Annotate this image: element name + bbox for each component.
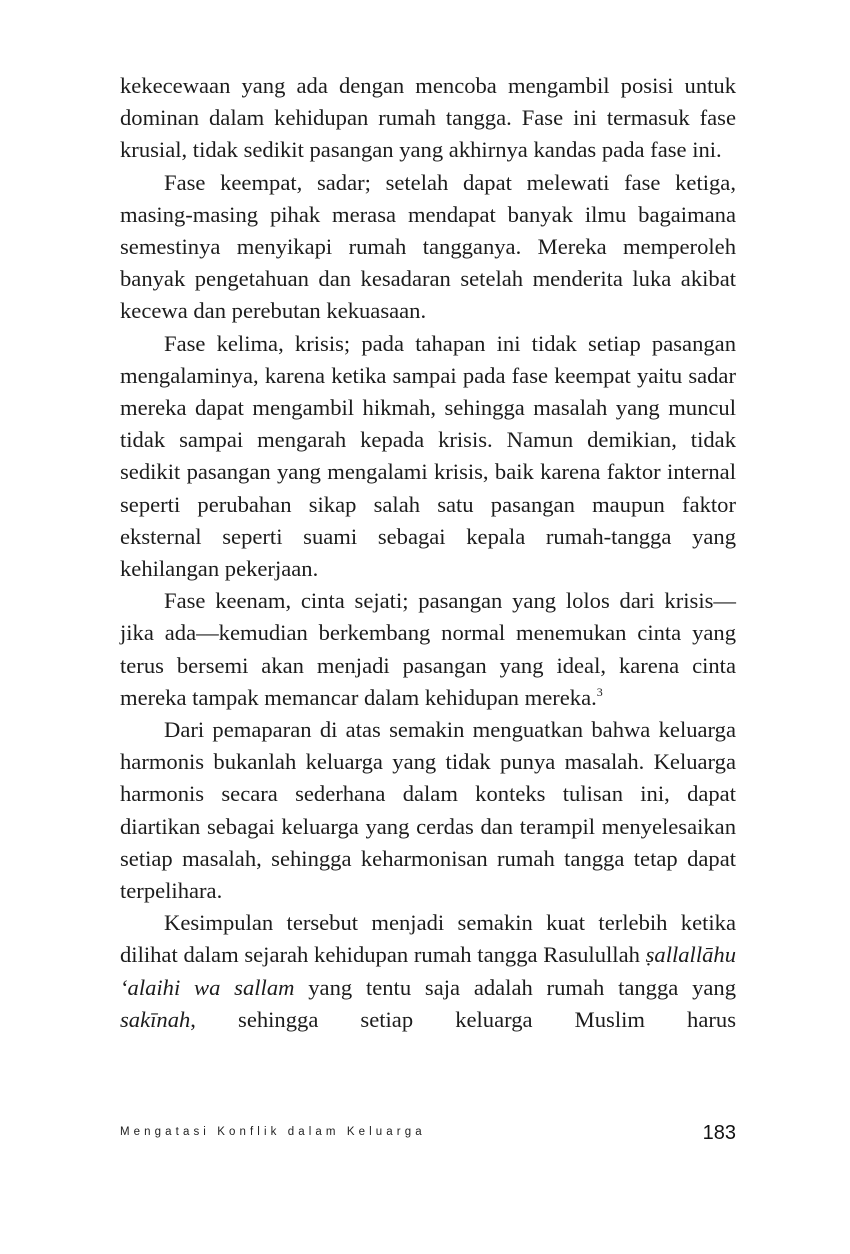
page-body — [120, 70, 736, 1036]
italic-term: sakīnah — [120, 1006, 191, 1032]
paragraph-fase-keempat — [120, 167, 736, 328]
paragraph-text: Fase kelima, krisis; pada tahapan ini tidak setiap pasangan mengalaminya, karena ketika sampai pada fase keempat yaitu sadar mereka dapat mengambil hikmah, sehingga masalah yang muncul tidak sampai mengarah kepada krisis. Namun demikian, tidak sedikit pasangan yang mengalami krisis, baik karena faktor internal seperti perubahan sikap salah satu pasangan maupun faktor eksternal seperti suami sebagai kepala rumah-tangga yang kehilangan pekerjaan. — [120, 330, 736, 582]
footnote-reference[interactable]: 3 — [596, 684, 603, 699]
paragraph-text: Kesimpulan tersebut menjadi semakin kuat terlebih ketika dilihat dalam sejarah kehidupan rumah tangga Rasulullah — [120, 910, 736, 968]
paragraph-text: , sehingga setiap keluarga Muslim harus — [190, 1006, 736, 1032]
paragraph-text: Dari pemaparan di atas semakin menguatkan bahwa keluarga harmonis bukanlah keluarga yang tidak punya masalah. Keluarga harmonis secara sederhana dalam konteks tulisan ini, dapat diartikan sebagai keluarga yang cerdas dan terampil menyelesaikan setiap masalah, sehingga keharmonisan rumah tangga tetap dapat terpelihara. — [120, 717, 736, 904]
paragraph-text: Fase keempat, sadar; setelah dapat melewati fase ketiga, masing-masing pihak merasa mendapat banyak ilmu bagaimana semestinya menyikapi rumah tangganya. Mereka memperoleh banyak pengetahuan dan kesadaran setelah menderita luka akibat kecewa dan perebutan kekuasaan. — [120, 169, 736, 324]
paragraph-continuation — [120, 70, 736, 167]
paragraph-kesimpulan — [120, 907, 736, 1036]
paragraph-text: yang tentu saja adalah rumah tangga yang — [294, 974, 736, 1000]
page-footer — [120, 1120, 736, 1160]
paragraph-text: kekecewaan yang ada dengan mencoba mengambil posisi untuk dominan dalam kehidupan rumah tangga. Fase ini termasuk fase krusial, tidak sedikit pasangan yang akhirnya kandas pada fase ini. — [120, 73, 736, 163]
italic-honorific: ṣallallāhu ‘alaihi wa sallam — [120, 942, 736, 1000]
page-number: 183 — [702, 1122, 736, 1144]
paragraph-fase-kelima — [120, 328, 736, 586]
paragraph-text: Fase keenam, cinta sejati; pasangan yang lolos dari krisis—jika ada—kemudian berkembang normal menemukan cinta yang terus bersemi akan menjadi pasangan yang ideal, karena cinta mereka tampak memancar dalam kehidupan mereka. — [120, 588, 736, 710]
running-title: Mengatasi Konflik dalam Keluarga — [120, 1126, 426, 1138]
paragraph-fase-keenam — [120, 585, 736, 714]
paragraph-keluarga-harmonis — [120, 714, 736, 907]
